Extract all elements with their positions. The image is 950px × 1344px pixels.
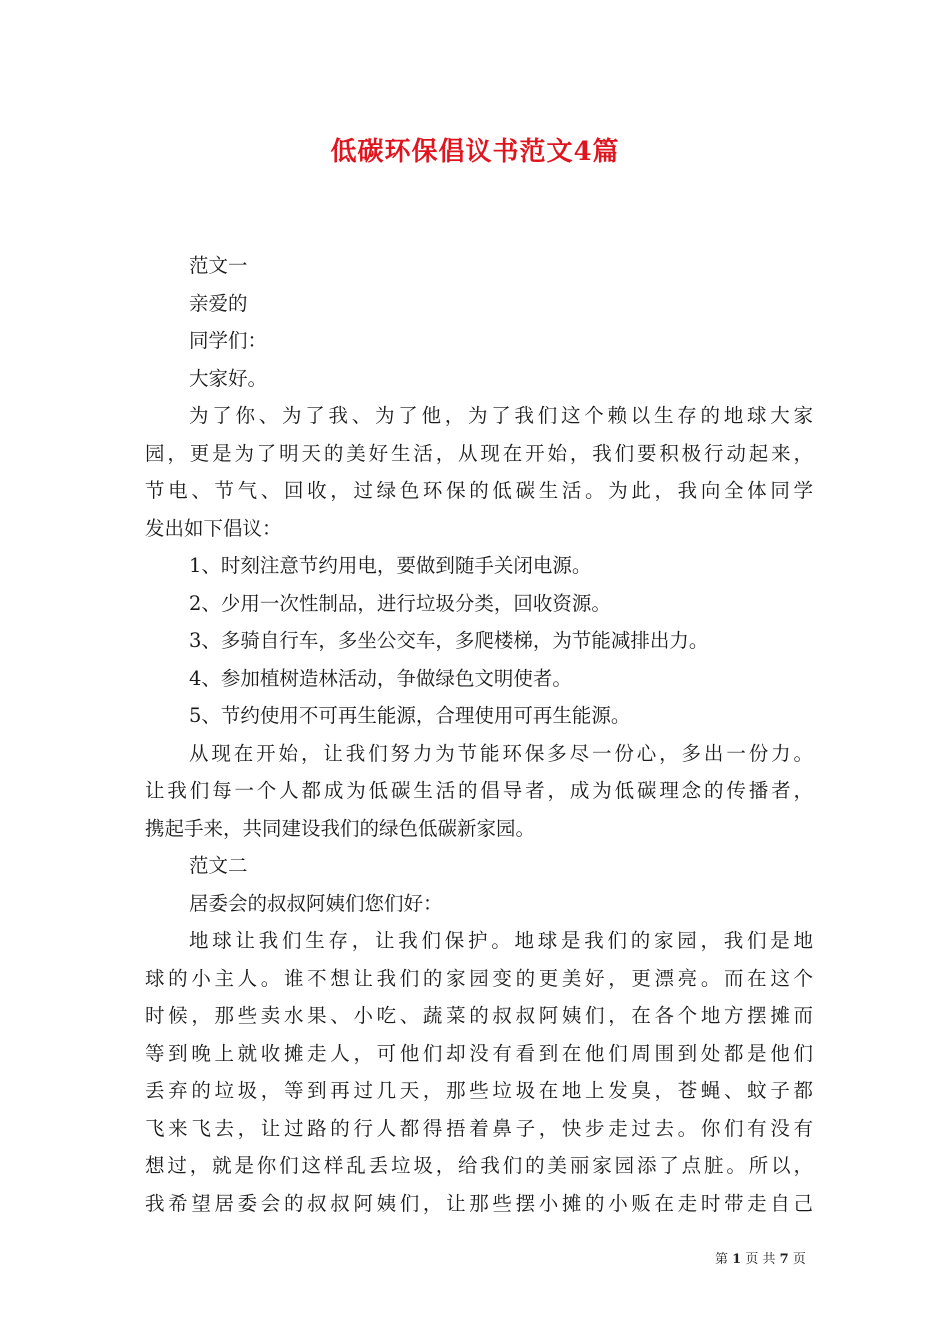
footer-middle: 页 共	[745, 1252, 776, 1267]
document-title: 低碳环保倡议书范文4篇	[330, 137, 620, 167]
paragraph-line: 让我们每一个人都成为低碳生活的倡导者，成为低碳理念的传播者，	[145, 779, 813, 802]
heading-fanwen-1: 范文一	[189, 254, 248, 277]
footer-suffix: 页	[792, 1252, 806, 1267]
paragraph-line: 球的小主人。谁不想让我们的家园变的更美好，更漂亮。而在这个	[145, 966, 813, 990]
paragraph-line: 为了你、为了我、为了他，为了我们这个赖以生存的地球大家	[189, 404, 813, 427]
paragraph-line: 我希望居委会的叔叔阿姨们，让那些摆小摊的小贩在走时带走自己	[145, 1191, 813, 1215]
document-body	[145, 247, 813, 1222]
current-page-number: 1	[732, 1252, 742, 1267]
paragraph-line: 等到晚上就收摊走人，可他们却没有看到在他们周围到处都是他们	[145, 1041, 813, 1065]
salutation-line: 同学们：	[189, 329, 268, 352]
paragraph-line: 丢弃的垃圾，等到再过几天，那些垃圾在地上发臭，苍蝇、蚊子都	[145, 1079, 813, 1102]
paragraph-line: 携起手来，共同建设我们的绿色低碳新家园。	[145, 816, 536, 840]
paragraph-line: 园，更是为了明天的美好生活，从现在开始，我们要积极行动起来，	[145, 441, 813, 465]
list-item: 5、节约使用不可再生能源，合理使用可再生能源。	[189, 704, 631, 727]
list-item: 3、多骑自行车，多坐公交车，多爬楼梯，为节能减排出力。	[189, 629, 709, 652]
paragraph-line: 节电、节气、回收，过绿色环保的低碳生活。为此，我向全体同学	[145, 479, 813, 502]
salutation-line: 居委会的叔叔阿姨们您们好：	[189, 891, 443, 915]
paragraph-line: 发出如下倡议：	[145, 516, 282, 540]
footer-prefix: 第	[715, 1252, 729, 1267]
salutation-line: 亲爱的	[189, 291, 248, 315]
paragraph-line: 从现在开始，让我们努力为节能环保多尽一份心，多出一份力。	[189, 741, 813, 765]
paragraph-line: 地球让我们生存，让我们保护。地球是我们的家园，我们是地	[189, 929, 813, 952]
paragraph-line: 飞来飞去，让过路的行人都得捂着鼻子，快步走过去。你们有没有	[145, 1116, 813, 1140]
list-item: 2、少用一次性制品，进行垃圾分类，回收资源。	[189, 591, 611, 615]
greeting-line: 大家好。	[189, 366, 268, 390]
paragraph-line: 时候，那些卖水果、小吃、蔬菜的叔叔阿姨们，在各个地方摆摊而	[145, 1004, 813, 1027]
page-number-footer	[715, 1248, 806, 1267]
list-item: 4、参加植树造林活动，争做绿色文明使者。	[189, 666, 572, 690]
list-item: 1、时刻注意节约用电，要做到随手关闭电源。	[189, 554, 592, 577]
paragraph-line: 想过，就是你们这样乱丢垃圾，给我们的美丽家园添了点脏。所以，	[145, 1154, 813, 1177]
total-page-count: 7	[779, 1252, 789, 1267]
heading-fanwen-2: 范文二	[189, 854, 248, 877]
